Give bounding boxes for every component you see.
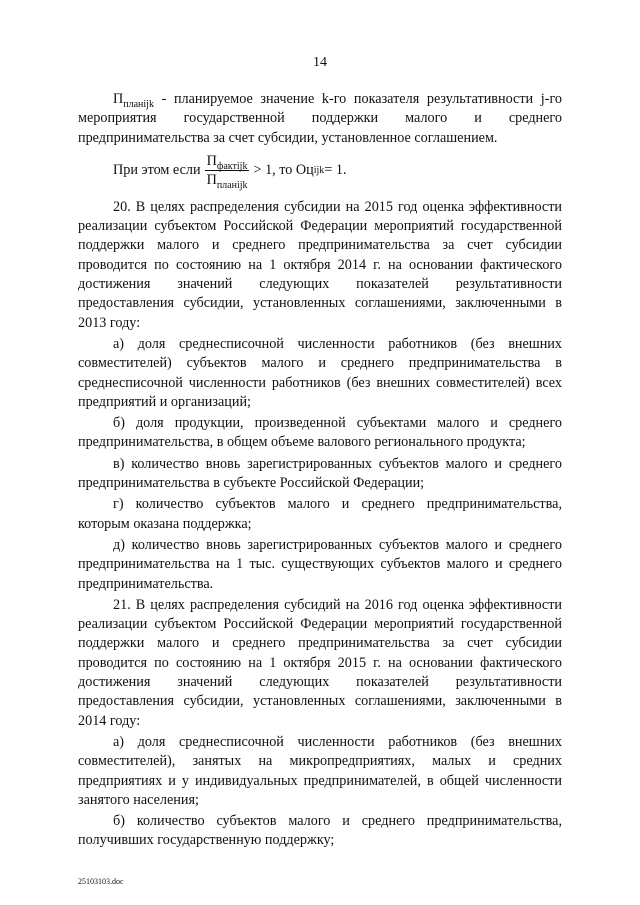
formula-condition: > 1, то Оц bbox=[253, 162, 314, 179]
formula-tail: = 1. bbox=[324, 162, 347, 179]
item-20-d: д) количество вновь зарегистрированных субъектов малого и среднего предпринимательства на 1 тыс. существующих субъектов малого и среднего предпринимательства. bbox=[78, 536, 562, 592]
definition-text: - планируемое значение k-го показателя результативности j-го мероприятия государственной поддержки малого и среднего предпринимательства за счет субсидии, установленное соглашением. bbox=[78, 91, 562, 146]
file-name-footer: 25103103.doc bbox=[78, 877, 124, 886]
paragraph-20: 20. В целях распределения субсидии на 2015 год оценка эффективности реализации субъектом Российской Федерации мероприятий государственной поддержки малого и среднего предпринимательства за счет субсидии проводится по состоянию на 1 октября 2014 г. на основании фактического достижения значений следующих показателей результативности предоставления субсидии, установленных соглашениями, заключенными в 2013 году: bbox=[78, 198, 562, 331]
item-20-g: г) количество субъектов малого и среднего предпринимательства, которым оказана поддержка; bbox=[78, 496, 562, 532]
document-body bbox=[78, 90, 562, 853]
page-number: 14 bbox=[313, 55, 327, 70]
fraction-numerator: $П_{фактijk}$ bbox=[206, 153, 248, 173]
definition-symbol: П bbox=[113, 91, 124, 107]
item-21-a: а) доля среднесписочной численности работников (без внешних совместителей), занятых на микропредприятиях, малых и средних предприятиях и у индивидуальных предпринимателей, в общей численности занятого населения; bbox=[78, 733, 562, 808]
item-20-b: б) доля продукции, произведенной субъектами малого и среднего предпринимательства, в общем объеме валового регионального продукта; bbox=[78, 415, 562, 451]
item-20-a: а) доля среднесписочной численности работников (без внешних совместителей) субъектов малого и среднего предпринимательства в среднесписочной численности работников (без внешних совместителей) всех предприятий и организаций; bbox=[78, 335, 562, 410]
item-20-v: в) количество вновь зарегистрированных субъектов малого и среднего предпринимательства в субъекте Российской Федерации; bbox=[78, 455, 562, 492]
formula-fraction bbox=[205, 153, 250, 192]
formula-lead: При этом если bbox=[113, 162, 201, 179]
definition-paragraph bbox=[78, 90, 562, 148]
paragraph-21: 21. В целях распределения субсидий на 2016 год оценка эффективности реализации субъектом Российской Федерации мероприятий государственной поддержки малого и среднего предпринимательства за счет субсидии проводится по состоянию на 1 октября 2015 г. на основании фактического достижения значений следующих показателей результативности предоставления субсидии, установленных соглашениями, заключенными в 2014 году: bbox=[78, 596, 562, 729]
fraction-denominator: $П_{планijk}$ bbox=[206, 172, 248, 192]
item-21-b: б) количество субъектов малого и среднего предпринимательства, получивших государственную поддержку; bbox=[78, 813, 562, 849]
formula: При этом если $\frac{П_{фактijk}}{П_{планijk}}$ > 1, то Оц ijk = 1. bbox=[113, 153, 347, 192]
definition-subscript: планijk bbox=[123, 98, 154, 110]
